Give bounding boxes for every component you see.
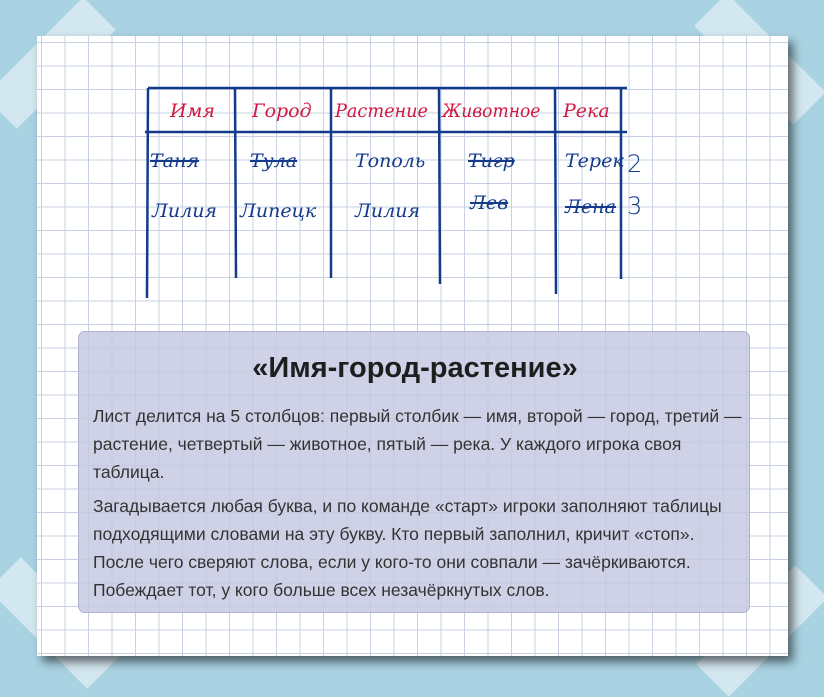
row1-animal: Тигр: [468, 150, 515, 172]
rules-paragraph-2: Загадывается любая буква, и по команде «старт» игроки заполняют таблицы подходящими словами на эту букву. Кто первый заполнил, кричит «стоп». После чего сверяют слова, если у кого-то они совпали — зачёркиваются. Побеждает тот, у кого больше всех незачёркнутых слов.: [93, 496, 722, 600]
row2-city: Липецк: [240, 200, 317, 222]
row2-plant: Лилия: [355, 200, 421, 222]
row1-name: Таня: [150, 150, 200, 172]
row2-name: Лилия: [152, 200, 218, 222]
rules-paragraph-1: Лист делится на 5 столбцов: первый столбик — имя, второй — город, третий — растение, четвертый — животное, пятый — река. У каждого игрока своя таблица.: [93, 406, 742, 482]
column-line-0: [147, 88, 148, 298]
row1-river: Терек: [565, 150, 624, 172]
card-title: «Имя-город-растение»: [252, 352, 578, 384]
header-name: Имя: [170, 100, 215, 122]
row2-score: 3: [627, 192, 643, 220]
row1-city: Тула: [250, 150, 298, 172]
rules-card: [78, 331, 750, 613]
column-line-4: [555, 88, 556, 294]
row1-plant: Тополь: [355, 150, 426, 172]
header-river: Река: [563, 100, 610, 122]
row2-animal: Лев: [470, 192, 509, 214]
column-line-1: [235, 88, 236, 278]
row1-score: 2: [627, 150, 643, 178]
header-plant: Растение: [335, 100, 429, 122]
column-line-3: [439, 88, 440, 284]
header-animal: Животное: [442, 100, 541, 122]
row2-river: Лена: [565, 196, 616, 218]
header-city: Город: [252, 100, 312, 122]
